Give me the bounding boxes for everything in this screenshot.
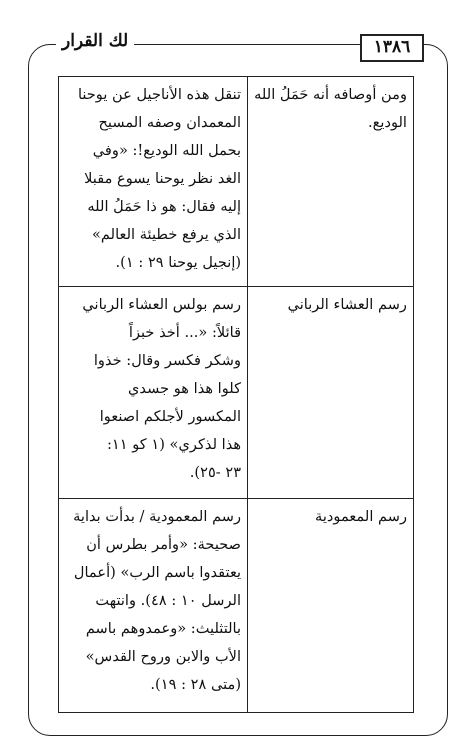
definition-line: بالتثليث: «وعمدوهم باسم [85, 620, 242, 637]
definition-cell [59, 499, 248, 713]
definition-line: بحمل الله الوديع!: «وفي [92, 142, 242, 159]
definition-line: تنقل هذه الأناجيل عن يوحنا [77, 86, 242, 103]
definition-cell [59, 287, 248, 499]
definition-line: الغد نظر يوحنا يسوع مقبلا [84, 170, 242, 187]
definition-line: رسم بولس العشاء الرباني [82, 296, 242, 313]
definition-line: هذا لذكري» (١ كو ١١: [107, 436, 242, 453]
definitions-table [58, 76, 414, 713]
definition-line: المكسور لأجلكم اصنعوا [99, 408, 242, 425]
definition-line: يعتقدوا باسم الرب» (أعمال [73, 564, 242, 581]
table-row [59, 77, 414, 287]
table-row [59, 499, 414, 713]
definition-line: كلوا هذا هو جسدي [128, 380, 242, 397]
definition-line: ٢٣ -٢٥). [189, 464, 242, 481]
term-cell [248, 77, 414, 287]
definition-line: صحيحة: «وأمر بطرس أن [86, 536, 242, 553]
definition-line: (متى ٢٨ : ١٩). [150, 676, 242, 693]
definition-line: إليه فقال: هو ذا حَمَلُ الله [87, 198, 242, 215]
term-line: الوديع. [367, 114, 407, 131]
term-line: رسم المعمودية [315, 508, 407, 525]
table-row [59, 287, 414, 499]
definition-line: (إنجيل يوحنا ٢٩ : ١). [115, 254, 242, 271]
definition-line: الذي يرفع خطيئة العالم» [92, 226, 242, 243]
definition-line: الرسل ١٠ : ٤٨). وانتهت [95, 592, 242, 609]
definition-line: المعمدان وصفه المسيح [98, 114, 242, 131]
page-number: ١٣٨٦ [360, 34, 424, 62]
definition-line: الأب والابن وروح القدس» [85, 648, 242, 665]
definition-line: وشكر فكسر وقال: خذوا [93, 352, 242, 369]
definition-line: رسم المعمودية / بدأت بداية [73, 508, 242, 525]
running-title: لك القرار [56, 31, 134, 51]
term-line: رسم العشاء الرباني [287, 296, 407, 313]
term-line: ومن أوصافه أنه حَمَلُ الله [254, 86, 407, 103]
term-cell [248, 499, 414, 713]
term-cell [248, 287, 414, 499]
definition-cell [59, 77, 248, 287]
definition-line: قائلاً: «... أخذ خبزاً [128, 324, 242, 341]
